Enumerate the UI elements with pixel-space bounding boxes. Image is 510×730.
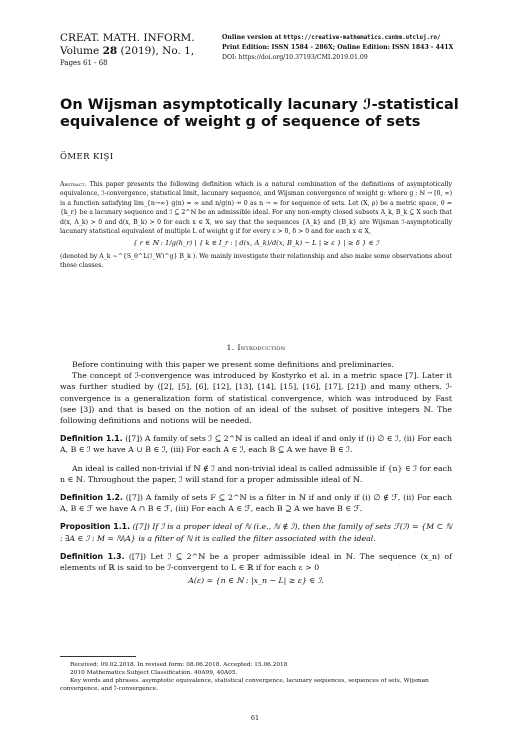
definition-1-1-text: ([7]) A family of sets ℐ ⊆ 2^ℕ is called an ideal if and only if (i) ∅ ∈ ℐ, (ii) For each A, B ∈ ℐ we have A ∪ B ∈ ℐ, (iii) For each A ∈ ℐ, each B ⊆ A we have B ∈ ℐ.	[60, 434, 452, 455]
journal-name: CREAT. MATH. INFORM.	[60, 32, 195, 44]
doi-link[interactable]: DOI: https://doi.org/10.37193/CMI.2019.01.09	[222, 54, 368, 61]
online-url-link[interactable]: https://creative-mathematics.cunbm.utcluj.ro/	[283, 35, 441, 41]
online-label: Online version at	[222, 34, 282, 41]
footnote-divider	[60, 656, 136, 657]
intro-paragraph-1: Before continuing with this paper we present some definitions and preliminaries.	[72, 360, 394, 369]
definition-1-1-label: Definition 1.1.	[60, 434, 123, 444]
journal-pages: Pages 61 - 68	[60, 59, 108, 67]
abstract-equation: { r ∈ ℕ : 1/g(h_r) | { k ∈ I_r : | d(x, A_k)/d(x, B_k) − L | ≥ ε } | ≥ δ } ∈ ℐ	[133, 239, 379, 248]
page-number: 61	[250, 714, 260, 722]
definition-1-1	[60, 433, 452, 455]
paper-body	[60, 359, 452, 586]
definition-1-2-label: Definition 1.2.	[60, 493, 123, 503]
section-heading-introduction: 1. Introduction	[226, 343, 286, 352]
abstract	[60, 180, 452, 271]
definition-1-2	[60, 492, 452, 514]
volume-prefix: Volume	[60, 45, 100, 57]
online-version	[222, 33, 494, 43]
definition-1-3-text: ([7]) Let ℐ ⊆ 2^ℕ be a proper admissible ideal in ℕ. The sequence (x_n) of elements of ℝ is said to be ℐ-convergent to L ∈ ℝ if for each ε > 0	[60, 551, 452, 573]
issn-line: Print Edition: ISSN 1584 - 286X; Online Edition: ISSN 1843 - 441X	[222, 44, 454, 51]
received-dates: Received: 09.02.2018. In revised form: 08.06.2018. Accepted: 15.06.2018	[70, 662, 288, 668]
definition-1-2-text: ([7]) A family of sets F ⊆ 2^ℕ is a filter in ℕ if and only if (i) ∅ ∉ ℱ, (ii) For each A, B ∈ ℱ we have A ∩ B ∈ ℱ, (iii) For each A ∈ ℱ, each B ⊇ A we have B ∈ ℱ.	[60, 493, 452, 514]
proposition-1-1-text: ([7]) If ℐ is a proper ideal of ℕ (i.e., ℕ ∉ ℐ), then the family of sets ℱ(ℐ) = {M ⊂ ℕ : ∃A ∈ ℐ : M = ℕ\A} is a filter of ℕ it is called the filter associated with the ideal.	[60, 522, 452, 543]
abstract-label: Abstract.	[60, 181, 87, 188]
volume-rest: (2019), No. 1,	[120, 45, 195, 57]
footnotes	[60, 656, 452, 693]
journal-volume	[60, 45, 230, 58]
abstract-text-2: (denoted by A_k ~^{S_θ^L(ℐ_W)^g} B_k ). We mainly investigate their relationship and also make some observations about these classes.	[60, 252, 452, 270]
keywords: Key words and phrases. asymptotic equivalence, statistical convergence, lacunary sequences, sequences of sets, Wijsman convergence, and ℐ-convergence.	[60, 678, 429, 692]
journal-info	[60, 32, 230, 69]
definition-1-3-label: Definition 1.3.	[60, 551, 125, 561]
ideal-paragraph: An ideal is called non-trivial if ℕ ∉ ℐ and non-trivial ideal is called admissible if {n} ∈ ℐ for each n ∈ ℕ. Throughout the paper, ℐ will stand for a proper admissible ideal of ℕ.	[60, 463, 452, 484]
proposition-1-1-label: Proposition 1.1.	[60, 522, 131, 532]
definition-1-3-equation: A(ε) = {n ∈ ℕ : |x_n − L| ≥ ε} ∈ ℐ.	[188, 576, 324, 586]
intro-paragraph-2: The concept of ℐ-convergence was introduced by Kostyrko et al. in a metric space [7]. Later it was further studied by ([2], [5], [6], [12], [13], [14], [15], [16], [17], [21]) and many others. ℐ-convergence is a generalization form of statistical convergence, which was introduced by Fast (see [3]) and that is based on the notion of an ideal of the subset of positive integers ℕ. The following definitions and notions will be needed.	[60, 371, 452, 426]
abstract-text-1: This paper presents the following definition which is a natural combination of the definitions of asymptotically equivalence, ℐ-convergence, statistical limit, lacunary sequence, and Wijsman convergence of weight g: where g : ℕ → [0, ∞) is a function satisfying lim_{n→∞} g(n) = ∞ and n/g(n) ↛ 0 as n → ∞ for sequence of sets. Let (X, ρ) be a metric space, θ = {k_r} be a lacunary sequence and ℐ ⊆ 2^ℕ be an admissible ideal. For any non-empty closed subsets A_k, B_k ⊆ X such that d(x, A_k) > 0 and d(x, B_k) > 0 for each x ∈ X, we say that the sequences {A_k} and {B_k} are Wijsman ℐ-asymptotically lacunary statistical equivalent of multiple L of weight g if for every ε > 0, δ > 0 and for each x ∈ X,	[60, 181, 452, 236]
paper-title: On Wijsman asymptotically lacunary ℐ-statistical equivalence of weight g of sequence of sets	[60, 97, 459, 130]
author-name: ÖMER KIŞI	[60, 152, 114, 162]
volume-number: 28	[102, 45, 118, 57]
proposition-1-1	[60, 521, 452, 543]
publication-info	[222, 33, 494, 63]
definition-1-3	[60, 551, 452, 573]
msc-classification: 2010 Mathematics Subject Classification. 40A99, 40A05.	[70, 670, 238, 676]
